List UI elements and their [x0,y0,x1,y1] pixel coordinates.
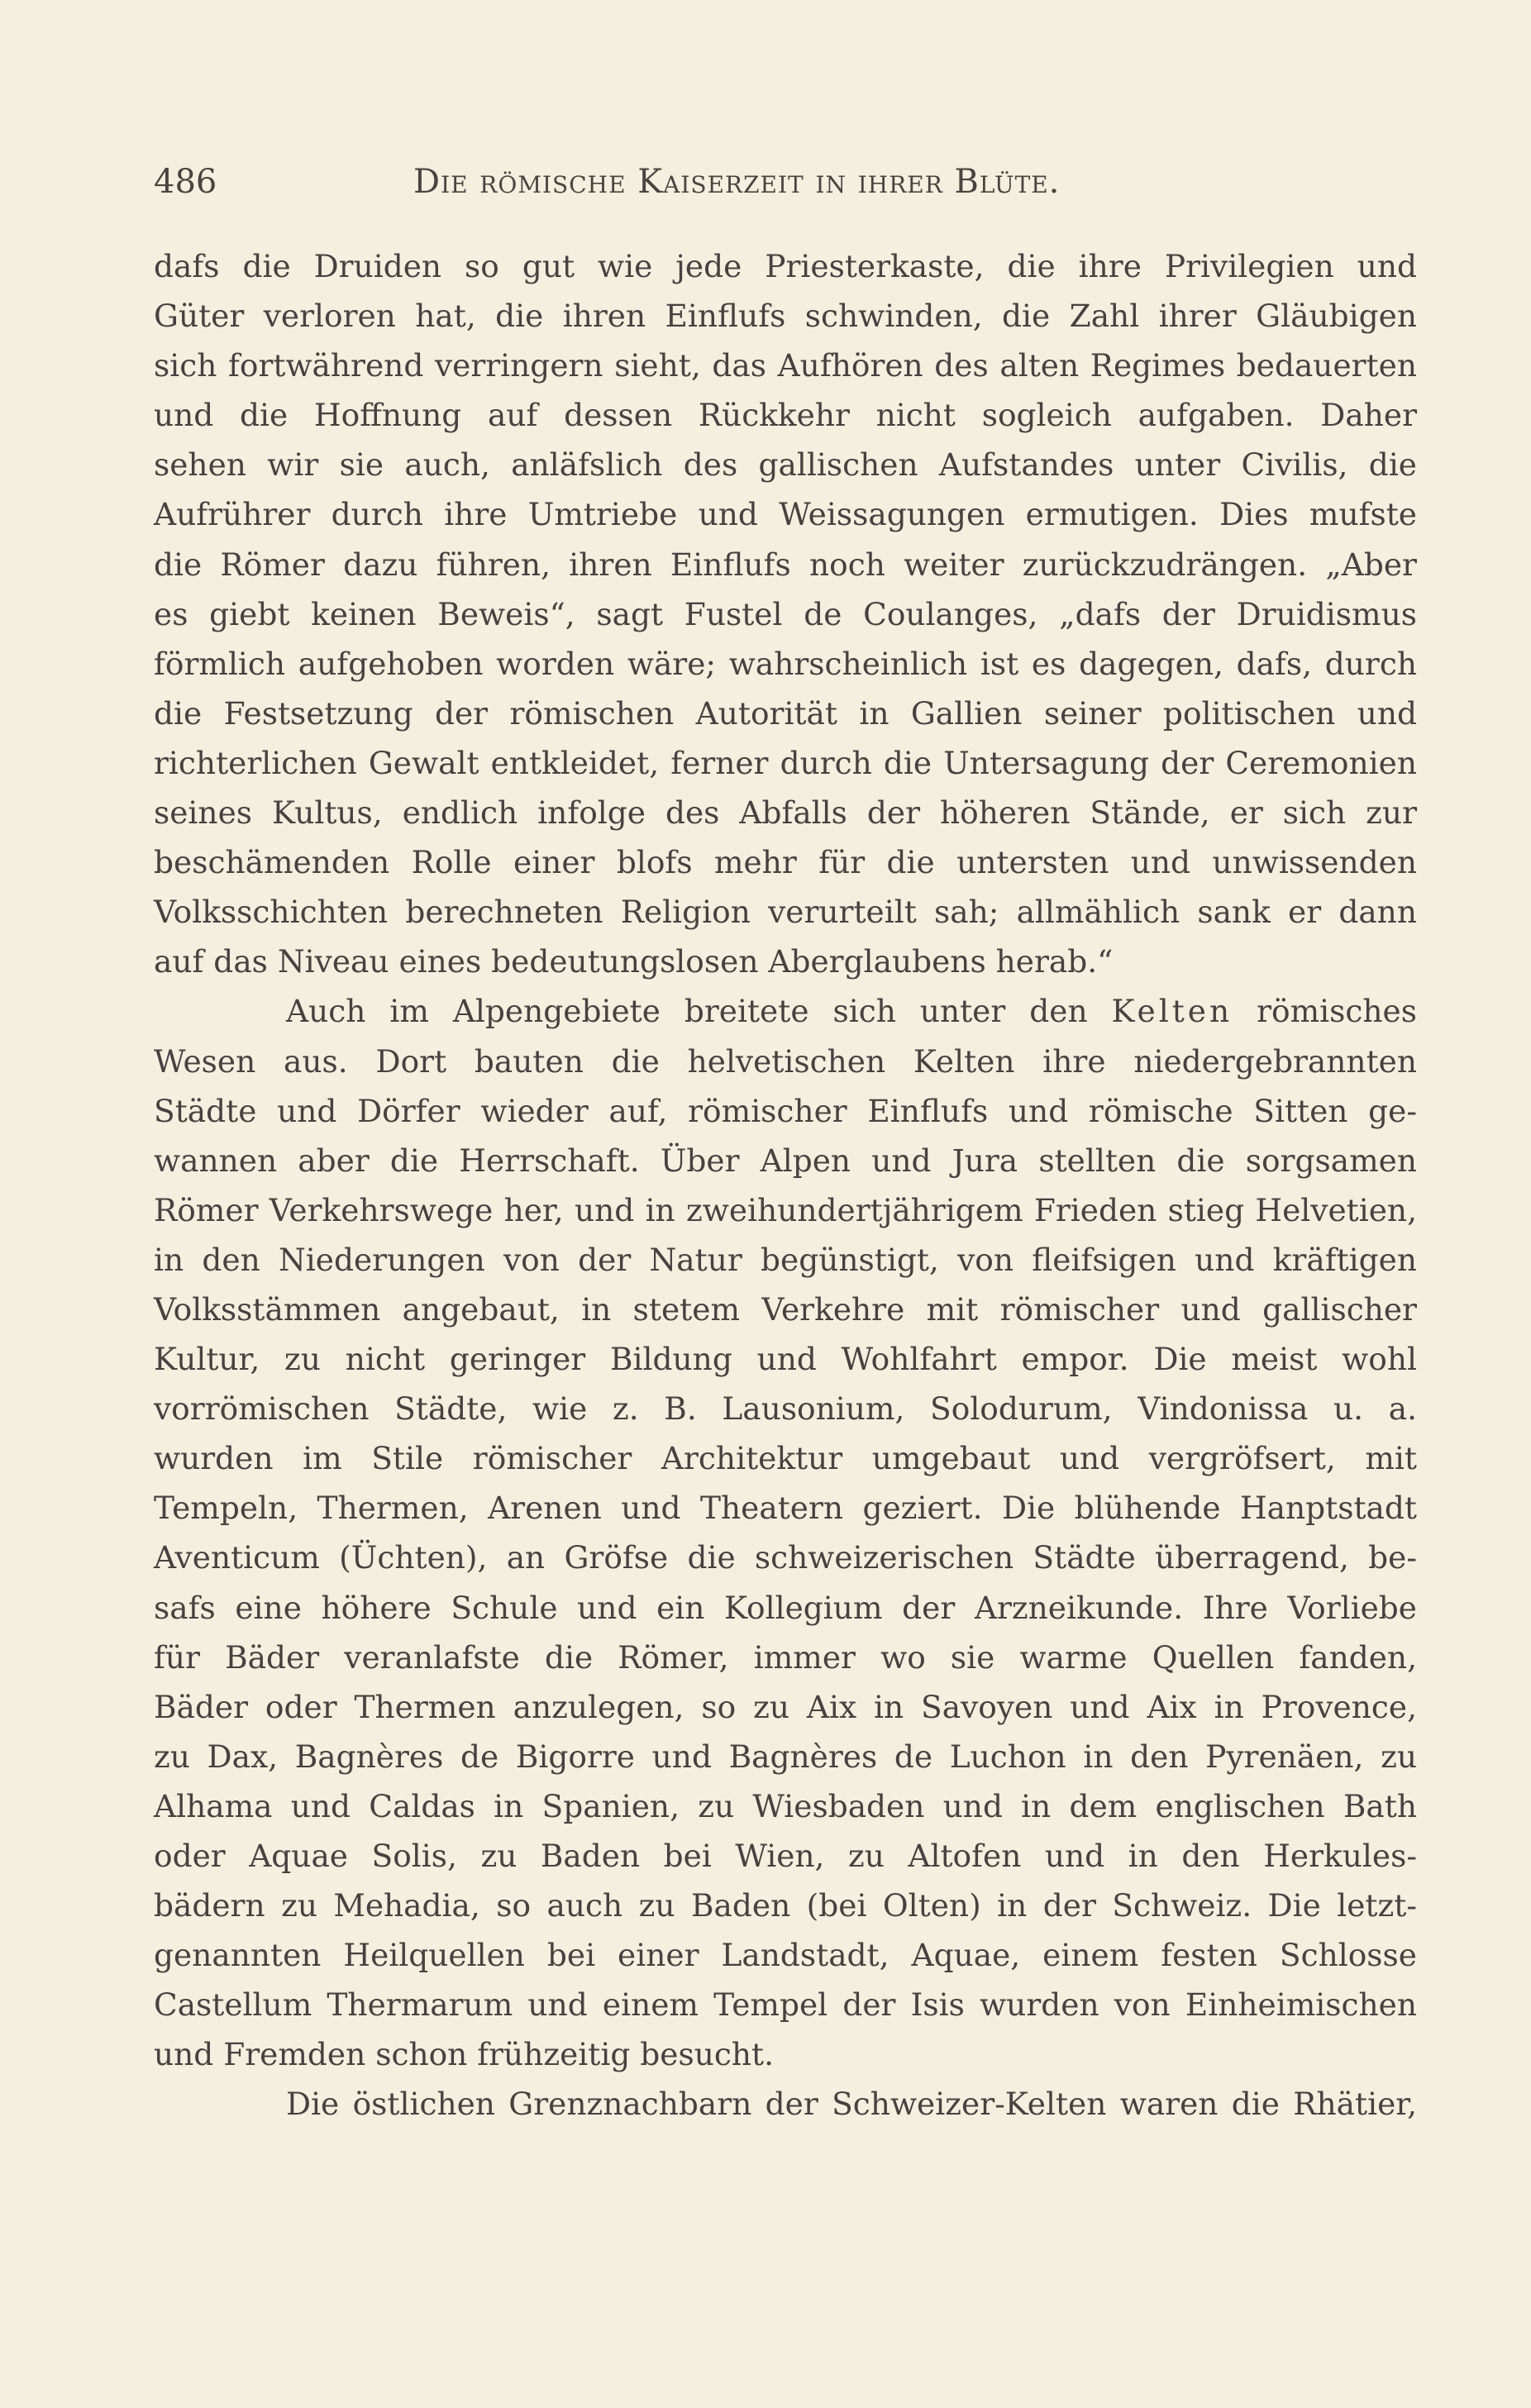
text-line: vorrömischen Städte, wie z. B. Lausonium, Solodurum, Vindonissa u. a. [154,1390,1417,1428]
text-line: Wesen aus. Dort bauten die helvetischen Kelten ihre niedergebrannten [154,1042,1417,1080]
text-line: safs eine höhere Schule und ein Kollegium der Arzneikunde. Ihre Vorliebe [154,1589,1417,1626]
text-line: beschämenden Rolle einer blofs mehr für die untersten und unwissenden [154,844,1417,881]
text-line: sich fortwährend verringern sieht, das Aufhören des alten Regimes bedauerten [154,347,1417,384]
text-line: dafs die Druiden so gut wie jede Priesterkaste, die ihre Privilegien und [154,248,1417,284]
paragraph-3 [154,2079,1417,2129]
text-line: Aufrührer durch ihre Umtriebe und Weissagungen ermutigen. Dies mufste [154,496,1417,533]
text-line: Die östlichen Grenznachbarn der Schweizer-Kelten waren die Rhätier, [286,2086,1417,2123]
text-line: und Fremden schon frühzeitig besucht. [154,2036,775,2073]
text-line: Aventicum (Üchten), an Gröfse die schweizerischen Städte überragend, be- [154,1539,1417,1576]
text-line: die Römer dazu führen, ihren Einflufs noch weiter zurückzudrängen. „Aber [154,546,1417,583]
text-line: und die Hoffnung auf dessen Rückkehr nicht sogleich aufgaben. Daher [154,397,1417,434]
text-line: Castellum Thermarum und einem Tempel der Isis wurden von Einheimischen [154,1986,1417,2024]
text-fragment: römisches [1233,993,1417,1030]
page-number: 486 [154,163,217,201]
text-line: seines Kultus, endlich infolge des Abfalls der höheren Stände, er sich zur [154,794,1417,832]
text-line: wurden im Stile römischer Architektur umgebaut und vergröfsert, mit [154,1440,1417,1477]
text-line: zu Dax, Bagnères de Bigorre und Bagnères de Luchon in den Pyrenäen, zu [154,1738,1417,1775]
text-line: in den Niederungen von der Natur begünstigt, von fleifsigen und kräftigen [154,1241,1417,1278]
text-line: die Festsetzung der römischen Autorität in Gallien seiner politischen und [154,694,1417,732]
text-line: auf das Niveau eines bedeutungslosen Aberglaubens herab.“ [154,943,1114,980]
text-line: richterlichen Gewalt entkleidet, ferner durch die Untersagung der Ceremonien [154,744,1417,781]
body-text [154,241,1417,2129]
page-header [154,161,1394,211]
text-line: Städte und Dörfer wieder auf, römischer Einflufs und römische Sitten ge- [154,1092,1417,1129]
text-line: Römer Verkehrswege her, und in zweihundertjährigem Frieden stieg Helvetien, [154,1191,1417,1228]
text-line: genannten Heilquellen bei einer Landstadt, Aquae, einem festen Schlosse [154,1937,1417,1974]
spaced-word: Kelten [1111,993,1233,1030]
text-line: es giebt keinen Beweis“, sagt Fustel de Coulanges, „dafs der Druidismus [154,595,1417,632]
text-line: Volksschichten berechneten Religion verurteilt sah; allmählich sank er dann [154,894,1417,931]
text-line: Güter verloren hat, die ihren Einflufs schwinden, die Zahl ihrer Gläubigen [154,298,1417,335]
text-line: oder Aquae Solis, zu Baden bei Wien, zu Altofen und in den Herkules- [154,1838,1417,1874]
text-line: bädern zu Mehadia, so auch zu Baden (bei Olten) in der Schweiz. Die letzt- [154,1887,1417,1924]
text-line: Tempeln, Thermen, Arenen und Theatern geziert. Die blühende Hanptstadt [154,1490,1417,1527]
text-line: wannen aber die Herrschaft. Über Alpen und Jura stellten die sorgsamen [154,1142,1417,1179]
text-line: sehen wir sie auch, anläfslich des gallischen Aufstandes unter Civilis, die [154,446,1417,484]
paragraph-1 [154,241,1417,986]
text-line [154,986,1417,1036]
text-line: Kultur, zu nicht geringer Bildung und Wohlfahrt empor. Die meist wohl [154,1341,1417,1378]
paragraph-2 [154,986,1417,2079]
text-fragment: Auch im Alpengebiete breitete sich unter den [286,993,1112,1030]
text-line: förmlich aufgehoben worden wäre; wahrscheinlich ist es dagegen, dafs, durch [154,645,1417,682]
text-line: Bäder oder Thermen anzulegen, so zu Aix in Savoyen und Aix in Provence, [154,1688,1417,1725]
text-line: für Bäder veranlafste die Römer, immer wo sie warme Quellen fanden, [154,1638,1417,1676]
running-title: Die römische Kaiserzeit in ihrer Blüte. [413,163,1061,201]
text-line: Alhama und Caldas in Spanien, zu Wiesbaden und in dem englischen Bath [154,1787,1417,1824]
text-line: Volksstämmen angebaut, in stetem Verkehre mit römischer und gallischer [154,1290,1417,1328]
